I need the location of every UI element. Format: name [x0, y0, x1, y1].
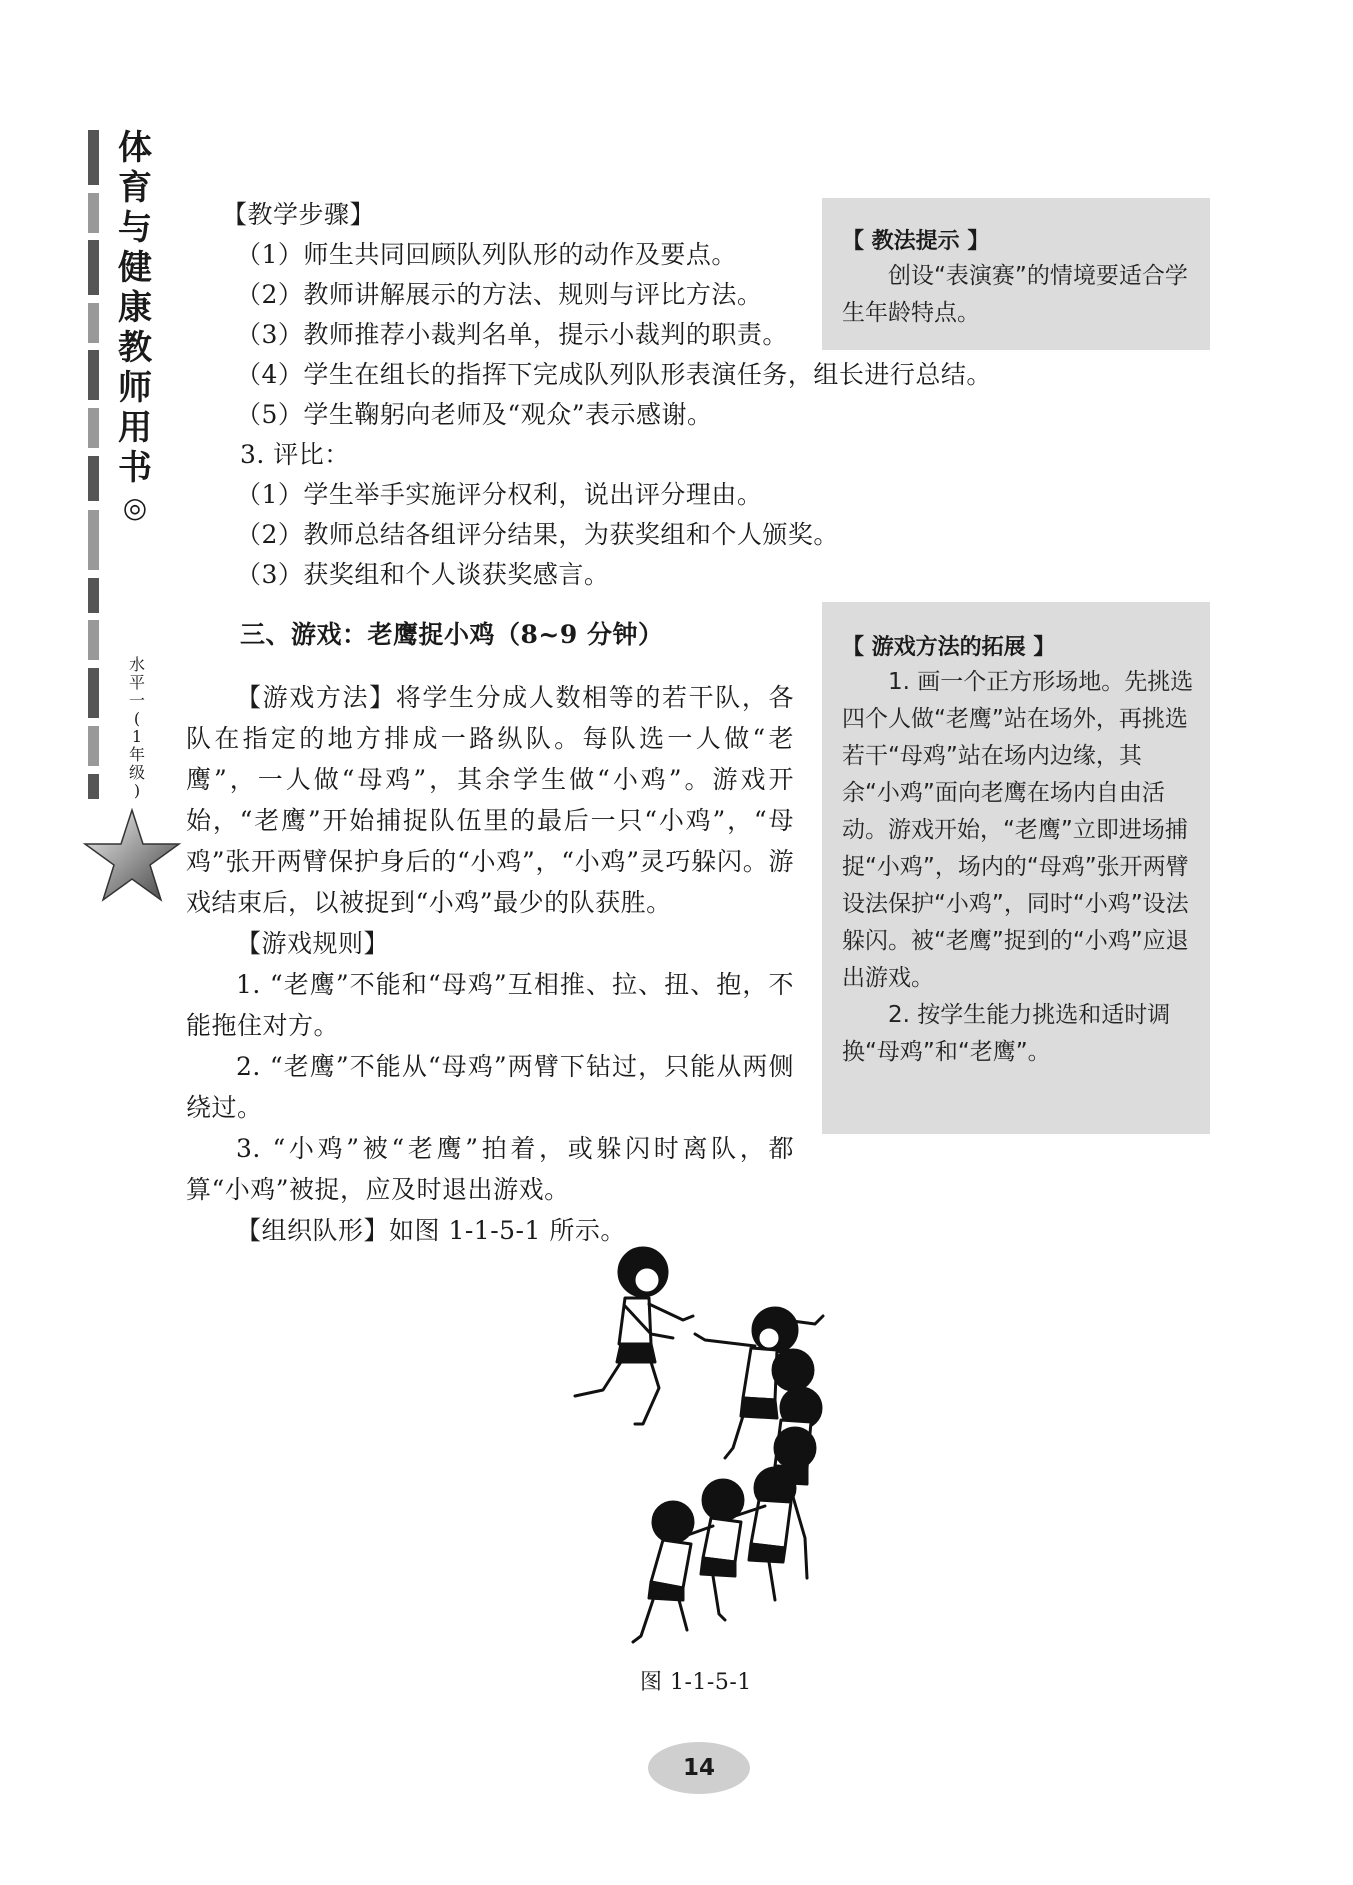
spine-bar — [88, 303, 99, 343]
title-char: 师 — [118, 368, 152, 408]
level-char: 平 — [128, 673, 145, 692]
spine-bar — [88, 726, 99, 766]
step-line: （2）教师讲解展示的方法、规则与评比方法。 — [236, 280, 763, 309]
game-method: 【游戏方法】将学生分成人数相等的若干队，各队在指定的地方排成一路纵队。每队选一人做“老鹰”，一人做“母鸡”，其余学生做“小鸡”。游戏开始，“老鹰”开始捕捉队伍里的最后一只“小鸡”，“母鸡”张开两臂保护身后的“小鸡”，“小鸡”灵巧躲闪。游戏结束后，以被捉到“小鸡”最少的队获胜。 — [186, 683, 794, 917]
level-char: 年 — [128, 745, 145, 764]
spine-bar — [88, 408, 99, 448]
evaluation-line: （2）教师总结各组评分结果，为获奖组和个人颁奖。 — [236, 520, 839, 549]
evaluation-line: （3）获奖组和个人谈获奖感言。 — [236, 560, 610, 589]
step-line: （3）教师推荐小裁判名单，提示小裁判的职责。 — [236, 320, 788, 349]
title-char: 育 — [118, 168, 152, 208]
steps-header: 【教学步骤】 — [222, 200, 376, 229]
step-line: （5）学生鞠躬向老师及“观众”表示感谢。 — [236, 400, 713, 429]
tip-title: 【 教法提示 】 — [842, 229, 990, 254]
evaluation-line: （1）学生举手实施评分权利，说出评分理由。 — [236, 480, 763, 509]
level-char: 水 — [128, 655, 145, 674]
circle-mark: ◎ — [122, 491, 148, 524]
rule-item: 1. “老鹰”不能和“母鸡”互相推、拉、扭、抱，不能拖住对方。 — [186, 970, 794, 1040]
game-extension-box — [822, 602, 1210, 1134]
formation-note: 【组织队形】如图 1-1-5-1 所示。 — [236, 1216, 626, 1245]
tip-text: 创设“表演赛”的情境要适合学生年龄特点。 — [842, 263, 1188, 326]
title-char: 体 — [118, 128, 152, 168]
figure-caption: 图 1-1-5-1 — [640, 1670, 752, 1695]
rule-item: 3. “小鸡”被“老鹰”拍着，或躲闪时离队，都算“小鸡”被捉，应及时退出游戏。 — [186, 1134, 794, 1204]
level-char: ( — [133, 709, 141, 728]
spine-bar — [88, 668, 99, 718]
game-body — [186, 677, 794, 1251]
spine-bar — [88, 193, 99, 233]
extension-title: 【 游戏方法的拓展 】 — [842, 635, 1056, 660]
page-number: 14 — [648, 1742, 750, 1794]
spine-bar — [88, 130, 99, 185]
level-char: 级 — [128, 763, 145, 782]
title-char: 健 — [118, 248, 152, 288]
level-char: ) — [133, 781, 141, 800]
rules-header: 【游戏规则】 — [236, 929, 390, 958]
teaching-tip-box — [822, 198, 1210, 350]
extension-paragraph: 2. 按学生能力挑选和适时调换“母鸡”和“老鹰”。 — [842, 1002, 1171, 1065]
spine-bar — [88, 774, 99, 799]
title-char: 康 — [118, 288, 152, 328]
step-line: （4）学生在组长的指挥下完成队列队形表演任务，组长进行总结。 — [236, 360, 992, 389]
book-title — [112, 128, 158, 528]
title-char: 教 — [118, 328, 152, 368]
spine-bar — [88, 350, 99, 400]
rule-item: 2. “老鹰”不能从“母鸡”两臂下钻过，只能从两侧绕过。 — [186, 1052, 794, 1122]
title-char: 书 — [118, 448, 152, 488]
game-heading: 三、游戏：老鹰捉小鸡（8~9 分钟） — [240, 620, 664, 649]
level-label — [126, 656, 148, 800]
spine-bar — [88, 240, 99, 295]
level-char: 一 — [128, 691, 145, 710]
extension-body — [842, 664, 1194, 1071]
extension-paragraph: 1. 画一个正方形场地。先挑选四个人做“老鹰”站在场外，再挑选若干“母鸡”站在场内边缘，其余“小鸡”面向老鹰在场内自由活动。游戏开始，“老鹰”立即进场捕捉“小鸡”，场内的“母鸡”张开两臂设法保护“小鸡”，同时“小鸡”设法躲闪。被“老鹰”捉到的“小鸡”应退出游戏。 — [842, 669, 1194, 991]
level-char: 1 — [131, 727, 143, 746]
spine-bar — [88, 620, 99, 660]
spine-bar — [88, 456, 99, 501]
step-line: （1）师生共同回顾队列队形的动作及要点。 — [236, 240, 737, 269]
spine-bar — [88, 510, 99, 570]
tip-body — [842, 258, 1194, 332]
title-char: 与 — [118, 208, 152, 248]
spine-bar — [88, 578, 99, 613]
title-char: 用 — [118, 408, 152, 448]
evaluation-header: 3. 评比： — [240, 440, 350, 469]
eagle-catches-chicks-illustration — [555, 1238, 855, 1668]
star-icon — [82, 808, 182, 904]
